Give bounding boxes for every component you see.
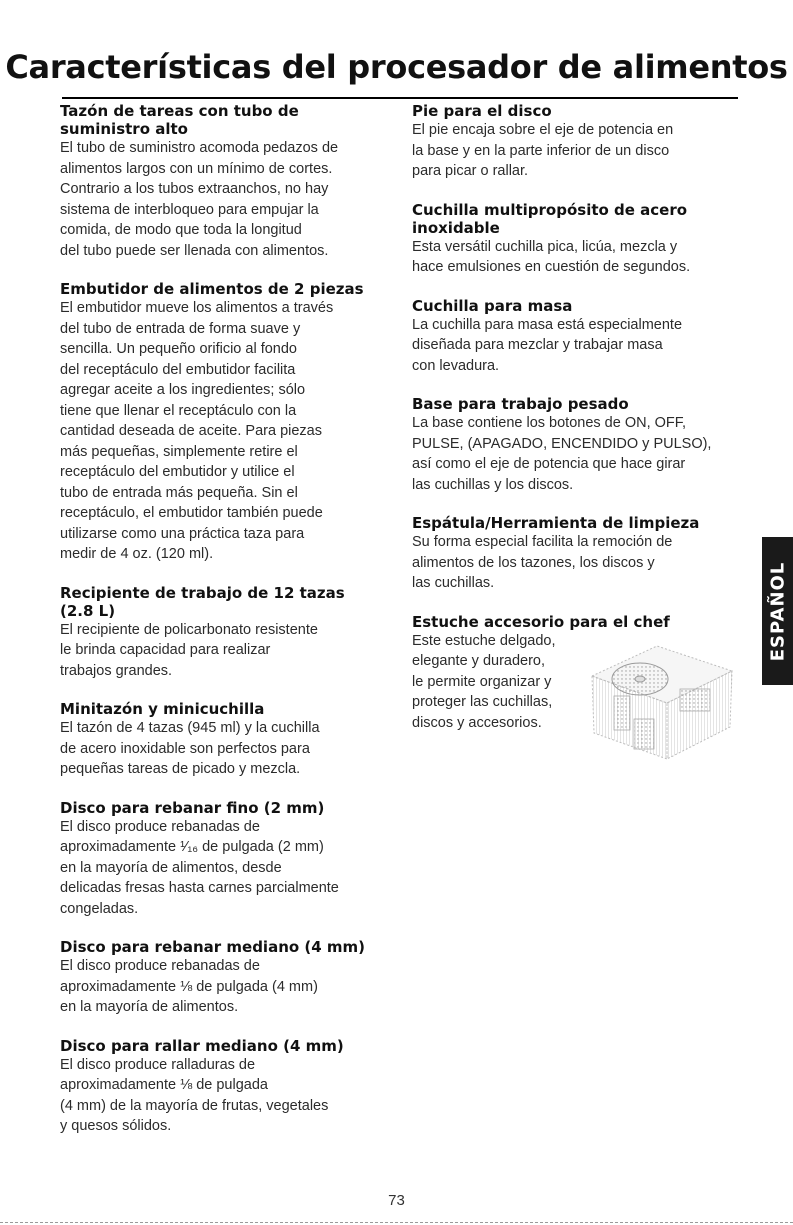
section-heading: Cuchilla para masa [412, 296, 573, 315]
section-estuche [412, 613, 742, 734]
section-heading: Pie para el disco [412, 102, 552, 120]
section-body: La base contiene los botones de ON, OFF, PULSE, (APAGADO, ENCENDIDO y PULSO), así como el eje de potencia que hace girar las cuchillas y los discos. [412, 415, 712, 493]
section-heading: Espátula/Herramienta de limpieza [412, 514, 700, 532]
section-heading: Disco para rebanar fino (2 mm) [60, 798, 325, 817]
section-body: El embutidor mueve los alimentos a través del tubo de entrada de forma suave y sencilla. Un pequeño orificio al fondo del receptáculo del embutidor facilita agregar aceite a los ingredientes; sólo tiene que llenar el receptáculo con la cantidad deseada de aceite. Para piezas más pequeñas, simplemente retire el receptáculo del embutidor y utilice el tubo de entrada más pequeña. Sin el receptáculo, el embutidor también puede utilizarse como una práctica taza para medir de 4 oz. (120 ml). [60, 300, 334, 562]
section-body: El recipiente de policarbonato resistente le brinda capacidad para realizar trabajos grandes. [60, 621, 318, 679]
section-body: El disco produce rebanadas de aproximadamente ⅛ de pulgada (4 mm) en la mayoría de alimentos. [60, 958, 318, 1015]
section-body: El tubo de suministro acomoda pedazos de alimentos largos con un mínimo de cortes. Contrario a los tubos extraanchos, no hay sistema de interbloqueo para empujar la comida, de modo que toda la longitud del tubo puede ser llenada con alimentos. [60, 140, 339, 259]
section-disco-rallar [60, 1037, 380, 1137]
section-espatula [412, 514, 742, 594]
section-cuchilla-masa [412, 297, 742, 377]
section-minitazon [60, 700, 380, 780]
page-number: 73 [388, 1192, 405, 1209]
section-body: El pie encaja sobre el eje de potencia en la base y en la parte inferior de un disco para picar o rallar. [412, 122, 674, 179]
section-body: El tazón de 4 tazas (945 ml) y la cuchilla de acero inoxidable son perfectos para pequeñas tareas de picado y mezcla. [60, 720, 320, 777]
left-column [60, 102, 380, 1156]
section-disco-mediano [60, 938, 380, 1018]
section-heading: Embutidor de alimentos de 2 piezas [60, 280, 364, 298]
section-body: El disco produce ralladuras de aproximadamente ⅛ de pulgada (4 mm) de la mayoría de frutas, vegetales y quesos sólidos. [60, 1056, 329, 1134]
section-body: La cuchilla para masa está especialmente diseñada para mezclar y trabajar masa con levadura. [412, 316, 683, 374]
section-heading: Disco para rebanar mediano (4 mm) [60, 938, 366, 956]
section-disco-fino [60, 799, 380, 920]
section-heading: Tazón de tareas con tubo de suministro alto [60, 102, 299, 138]
section-body: Este estuche delgado, elegante y duradero, le permite organizar y proteger las cuchillas, discos y accesorios. [412, 632, 556, 731]
section-pie-disco [412, 102, 742, 182]
page-title: Características del procesador de alimentos [5, 48, 788, 86]
page-bottom-border [0, 1222, 793, 1223]
section-body: Esta versátil cuchilla pica, licúa, mezcla y hace emulsiones en cuestión de segundos. [412, 238, 691, 275]
language-tab [762, 537, 793, 685]
section-base-trabajo [412, 395, 742, 495]
section-heading: Minitazón y minicuchilla [60, 700, 265, 718]
section-embutidor [60, 280, 380, 565]
section-heading: Base para trabajo pesado [412, 395, 629, 413]
section-heading: Estuche accesorio para el chef [412, 612, 670, 631]
section-cuchilla-multiproposito [412, 201, 742, 278]
section-body: El disco produce rebanadas de aproximadamente ¹⁄₁₆ de pulgada (2 mm) en la mayoría de alimentos, desde delicadas fresas hasta carnes parcialmente congeladas. [60, 818, 339, 917]
section-heading: Cuchilla multipropósito de acero inoxidable [412, 200, 688, 237]
section-tazon-tareas [60, 102, 380, 261]
title-rule [62, 97, 738, 99]
section-body: Su forma especial facilita la remoción de alimentos de los tazones, los discos y las cuchillas. [412, 534, 673, 591]
right-column [412, 102, 742, 752]
section-heading: Disco para rallar mediano (4 mm) [60, 1036, 344, 1055]
accessory-case-image [572, 641, 737, 761]
language-tab-label: ESPAÑOL [767, 561, 789, 661]
section-heading: Recipiente de trabajo de 12 tazas (2.8 L) [60, 583, 345, 620]
section-recipiente [60, 584, 380, 682]
